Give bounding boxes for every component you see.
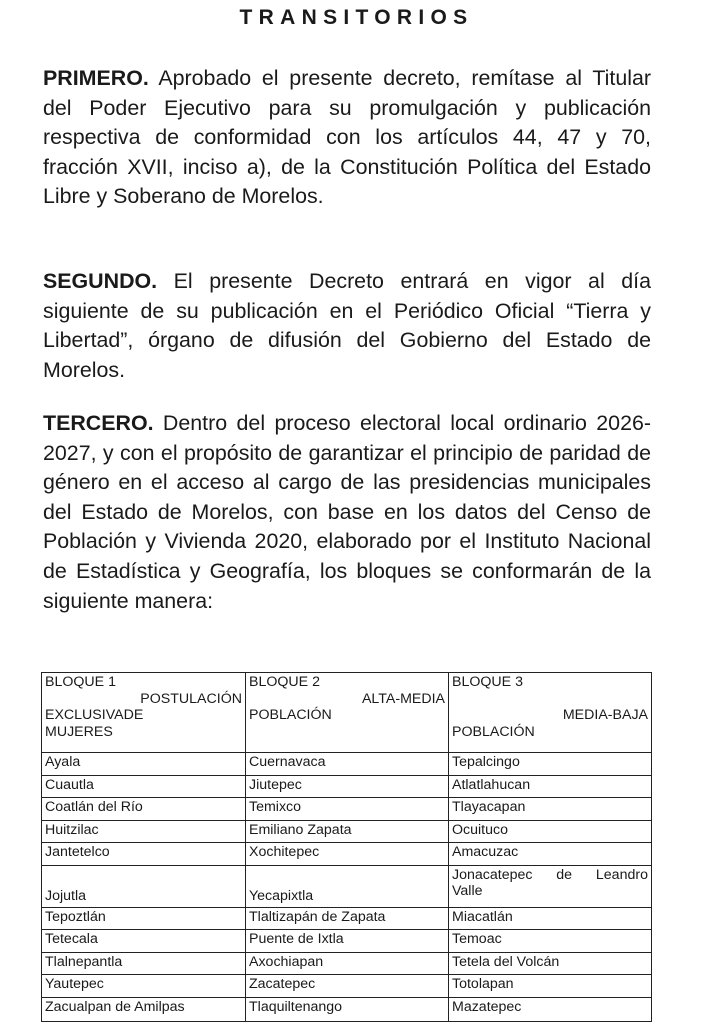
table-row xyxy=(42,820,652,843)
article-text: Dentro del proceso electoral local ordinario 2026-2027, y con el propósito de garantizar el principio de paridad de género en el acceso al cargo de las presidencias municipales del Estado de Morelos, con base en los datos del Censo de Población y Vivienda 2020, elaborado por el Instituto Nacional de Estadística y Geografía, los bloques se conformarán de la siguiente manera: xyxy=(43,411,651,613)
table-row xyxy=(42,843,652,866)
article-text: Aprobado el presente decreto, remítase al Titular del Poder Ejecutivo para su promulgación y publicación respectiva de conformidad con los artículos 44, 47 y 70, fracción XVII, inciso a), de la Constitución Política del Estado Libre y Soberano de Morelos. xyxy=(43,66,651,209)
header-block-2 xyxy=(246,673,449,753)
cell-word: de xyxy=(556,866,573,883)
table-cell: Tlaltizapán de Zapata xyxy=(246,907,449,930)
cell-word: Jonacatepec xyxy=(452,866,533,883)
header-word: DE xyxy=(123,707,144,724)
table-cell: Puente de Ixtla xyxy=(246,930,449,953)
table-row xyxy=(42,930,652,953)
table-cell: Cuautla xyxy=(42,775,246,798)
header-line: POSTULACIÓN xyxy=(140,690,242,707)
table-header-row xyxy=(42,673,652,753)
table-cell: Tlalnepantla xyxy=(42,952,246,975)
cell-line: Valle xyxy=(452,883,483,900)
header-block-label: BLOQUE 3 xyxy=(452,674,523,690)
table-cell: Cuernavaca xyxy=(246,753,449,776)
table-cell: Tetela del Volcán xyxy=(449,952,652,975)
section-title: TRANSITORIOS xyxy=(239,6,474,29)
article-primero xyxy=(43,64,651,212)
header-block-label: BLOQUE 1 xyxy=(45,674,116,690)
article-label: TERCERO. xyxy=(43,411,154,435)
table-cell: Atlatlahucan xyxy=(449,775,652,798)
article-label: SEGUNDO. xyxy=(43,269,158,293)
cell-line xyxy=(452,867,648,884)
table-cell: Ocuituco xyxy=(449,820,652,843)
header-block-1 xyxy=(42,673,246,753)
table-row xyxy=(42,753,652,776)
table-cell: Coatlán del Río xyxy=(42,798,246,821)
article-tercero xyxy=(43,409,651,616)
table-cell: Zacualpan de Amilpas xyxy=(42,997,246,1021)
header-line: MUJERES xyxy=(45,723,113,740)
table-row xyxy=(42,865,652,907)
header-line: MEDIA-BAJA xyxy=(562,707,648,724)
table-row xyxy=(42,775,652,798)
cell-word: Leandro xyxy=(595,866,648,883)
article-label: PRIMERO. xyxy=(43,66,149,90)
header-block-label: BLOQUE 2 xyxy=(249,674,320,690)
table-cell: Huitzilac xyxy=(42,820,246,843)
table-row xyxy=(42,975,652,998)
header-line: ALTA-MEDIA xyxy=(361,690,445,707)
table-row xyxy=(42,952,652,975)
header-block-3 xyxy=(449,673,652,753)
table-cell: Tetecala xyxy=(42,930,246,953)
table-row xyxy=(42,907,652,930)
table-cell: Totolapan xyxy=(449,975,652,998)
header-word: EXCLUSIVA xyxy=(45,707,124,724)
table-cell: Tepalcingo xyxy=(449,753,652,776)
table-cell: Emiliano Zapata xyxy=(246,820,449,843)
table-cell-multiline xyxy=(449,865,652,907)
table-cell: Miacatlán xyxy=(449,907,652,930)
table-cell: Zacatepec xyxy=(246,975,449,998)
table-cell: Tlaquiltenango xyxy=(246,997,449,1021)
table-cell: Amacuzac xyxy=(449,843,652,866)
article-text: El presente Decreto entrará en vigor al día siguiente de su publicación en el Periódico Oficial “Tierra y Libertad”, órgano de difusión del Gobierno del Estado de Morelos. xyxy=(43,269,651,382)
table-cell: Ayala xyxy=(42,753,246,776)
table-cell: Jojutla xyxy=(42,865,246,907)
header-line: POBLACIÓN xyxy=(249,707,332,724)
article-segundo xyxy=(43,267,651,385)
table-cell: Temoac xyxy=(449,930,652,953)
table-row xyxy=(42,798,652,821)
table-row xyxy=(42,997,652,1021)
table-cell: Tlayacapan xyxy=(449,798,652,821)
table-cell: Xochitepec xyxy=(246,843,449,866)
header-line xyxy=(45,707,242,724)
table-cell: Jantetelco xyxy=(42,843,246,866)
blocks-table xyxy=(41,672,652,1022)
table-cell: Temixco xyxy=(246,798,449,821)
table-cell: Mazatepec xyxy=(449,997,652,1021)
table-cell: Axochiapan xyxy=(246,952,449,975)
header-line: POBLACIÓN xyxy=(452,723,535,740)
table-cell: Yautepec xyxy=(42,975,246,998)
table-cell: Jiutepec xyxy=(246,775,449,798)
table-cell: Yecapixtla xyxy=(246,865,449,907)
table-cell: Tepoztlán xyxy=(42,907,246,930)
